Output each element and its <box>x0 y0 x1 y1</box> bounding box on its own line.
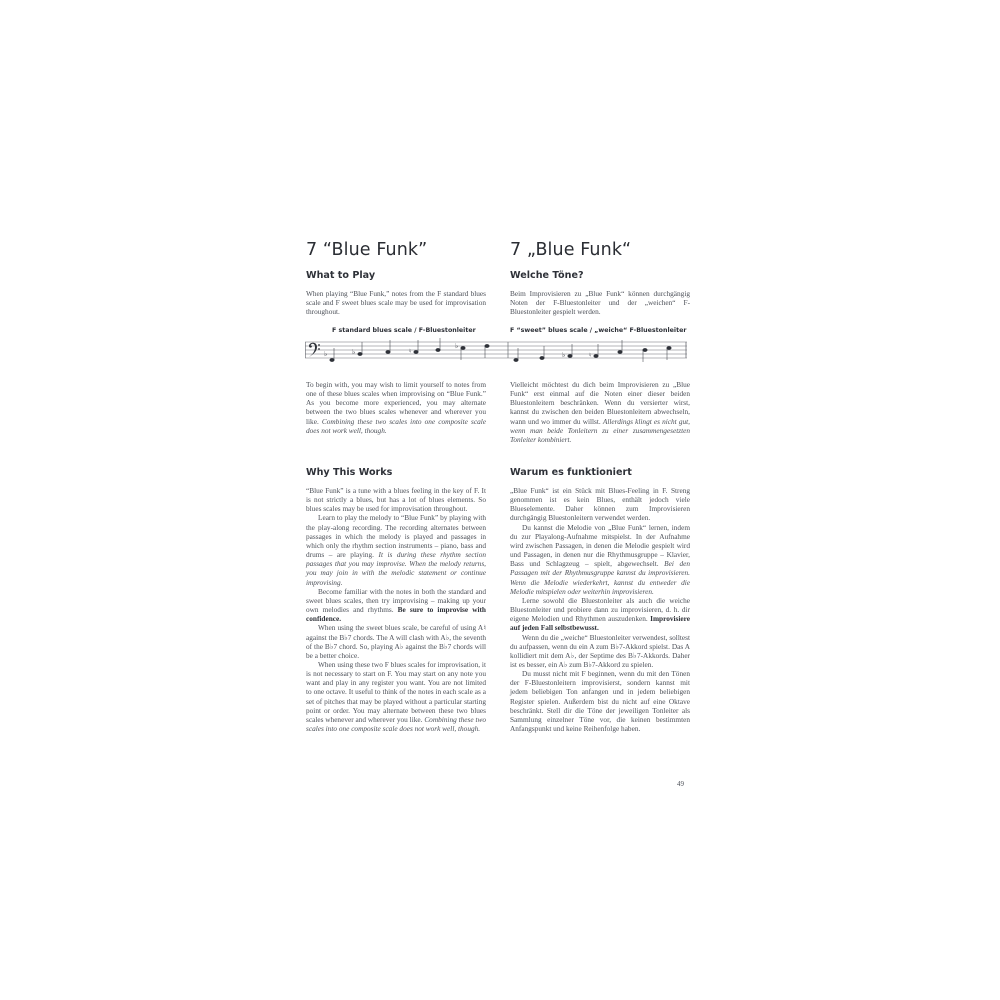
page-title-german: 7 „Blue Funk“ <box>510 240 632 260</box>
intro-paragraph-german <box>510 289 690 316</box>
text: Du kannst die Melodie von „Blue Funk“ lernen, indem du zur Playalong-Aufnahme mitspielst. In der Aufnahme wird zwischen Passagen, in denen die Melodie gespielt wird und Passagen, in denen nur die Rhythmusgruppe – Klavier, Bass und Schlagzeug – spielt, abgewechselt. <box>510 522 690 569</box>
warum-body <box>510 486 690 733</box>
scale1-caption: F standard blues scale / F-Bluestonleiter <box>332 327 476 334</box>
page-title-english: 7 “Blue Funk” <box>306 240 428 260</box>
italic-text: Combining these two scales into one composite scale does not work well, though. <box>306 416 486 435</box>
scale2-caption: F “sweet” blues scale / „weiche“ F-Bluestonleiter <box>510 327 687 334</box>
heading-why-this-works: Why This Works <box>306 467 393 478</box>
italic-text: Allerdings klingt es nicht gut, wenn man beide Tonleitern zu einer zusammengesetzten Tonleiter kombiniert. <box>510 416 690 444</box>
paragraph-begin-german <box>510 380 690 444</box>
text: To begin with, you may wish to limit yourself to notes from one of these blues scales when improvising on “Blue Funk.” As you become more experienced, you may alternate between the two blues scales whenever and wherever you like. <box>306 380 486 426</box>
why-this-works-body <box>306 486 486 733</box>
paragraph-begin-english <box>306 380 486 435</box>
text: Vielleicht möchtest du dich beim Improvisieren zu „Blue Funk“ erst einmal auf die Noten einer dieser beiden Bluestonleitern beschränken. Wenn du versierter wirst, kannst du zwischen den beiden Bluestonleitern abwechseln, wann und wo immer du willst. <box>510 380 690 426</box>
paragraph: “Blue Funk” is a tune with a blues feeling in the key of F. It is not strictly a blues, but has a lot of blues elements. So blues scales may be used for improvisation throughout. <box>306 486 486 514</box>
paragraph <box>306 513 486 586</box>
svg-text:♮: ♮ <box>409 348 412 355</box>
paragraph <box>510 523 690 596</box>
svg-text:♭: ♭ <box>562 351 566 359</box>
paragraph: Wenn du die „weiche“ Bluestonleiter verwendest, solltest du aufpassen, wenn du ein A zum B♭7-Akkord spielst. Das A kollidiert mit dem A♭, der Septime des B♭7-Akkords. Daher ist es besser, ein A♭ zum B♭7-Akkord zu spielen. <box>510 632 690 669</box>
intro-text: Beim Improvisieren zu „Blue Funk“ können durchgängig Noten der F-Bluestonleiter und der „weichen“ F-Bluestonleiter gespielt werden. <box>510 289 690 317</box>
text: Learn to play the melody to “Blue Funk” by playing with the play-along recording. The recording alternates between passages in which the melody is played and passages in which only the rhythm section instruments – piano, bass and drums – are playing. <box>306 513 486 560</box>
heading-warum-es-funktioniert: Warum es funktioniert <box>510 467 632 478</box>
paragraph <box>306 587 486 624</box>
svg-text:♮: ♮ <box>589 352 592 359</box>
heading-what-to-play: What to Play <box>306 270 376 281</box>
text: Become familiar with the notes in both the standard and sweet blues scales, then try improvising – making up your own melodies and rhythms. <box>306 586 486 615</box>
paragraph: „Blue Funk“ ist ein Stück mit Blues-Feeling in F. Streng genommen ist es kein Blues, enthält jedoch viele Blueselemente. Daher können zum Improvisieren durchgängig Bluestonleitern verwendet werden. <box>510 486 690 523</box>
italic-text: It is during these rhythm section passages that you may improvise. When the melody returns, you may join in with the melodic statement or continue improvising. <box>306 550 487 587</box>
svg-text:♭: ♭ <box>352 348 356 356</box>
text: Lerne sowohl die Bluestonleiter als auch die weiche Bluestonleiter und probiere dann zu improvisieren, d. h. dir eigene Melodien und Rhythmen auszudenken. <box>510 595 690 624</box>
paragraph: When using the sweet blues scale, be careful of using A♮ against the B♭7 chords. The A will clash with A♭, the seventh of the B♭7 chord. So, playing A♭ against the B♭7 chords will be a better choice. <box>306 623 486 660</box>
svg-text:♭: ♭ <box>324 350 328 358</box>
page-number: 49 <box>677 780 684 788</box>
bold-text: Improvisiere auf jeden Fall selbstbewusst. <box>510 614 690 633</box>
paragraph <box>306 660 486 733</box>
italic-text: Bei den Passagen mit der Rhythmusgruppe kannst du improvisieren. Wenn die Melodie wiederkehrt, kannst du entweder die Melodie mitspielen oder weiterhin improvisieren. <box>510 559 690 596</box>
bold-text: Be sure to improvise with confidence. <box>306 605 486 624</box>
intro-text: When playing “Blue Funk,” notes from the F standard blues scale and F sweet blues scale may be used for improvisation throughout. <box>306 289 486 317</box>
paragraph <box>510 596 690 633</box>
text: When using these two F blues scales for improvisation, it is not necessary to start on F. You may start on any note you want and play in any register you want. You are not limited to one octave. It useful to think of the notes in each scale as a set of pitches that may be played without a particular starting point or order. You may alternate between these two blues scales whenever and wherever you like. <box>306 659 486 724</box>
paragraph: Du musst nicht mit F beginnen, wenn du mit den Tönen der F-Bluestonleitern improvisierst, sondern kannst mit jedem beliebigen Ton anfangen und in jedem beliebigen Register spielen. Außerdem bist du nicht auf eine Oktave beschränkt. Stell dir die Töne der jeweiligen Tonleiter als Sammlung einzelner Töne vor, die keinen bestimmten Anfangspunkt und keine Reihenfolge haben. <box>510 669 690 734</box>
italic-text: Combining these two scales into one composite scale does not work well, though. <box>306 714 486 734</box>
music-staff <box>305 338 687 368</box>
intro-paragraph-english <box>306 289 486 316</box>
svg-text:♭: ♭ <box>455 342 459 350</box>
heading-welche-toene: Welche Töne? <box>510 270 584 281</box>
